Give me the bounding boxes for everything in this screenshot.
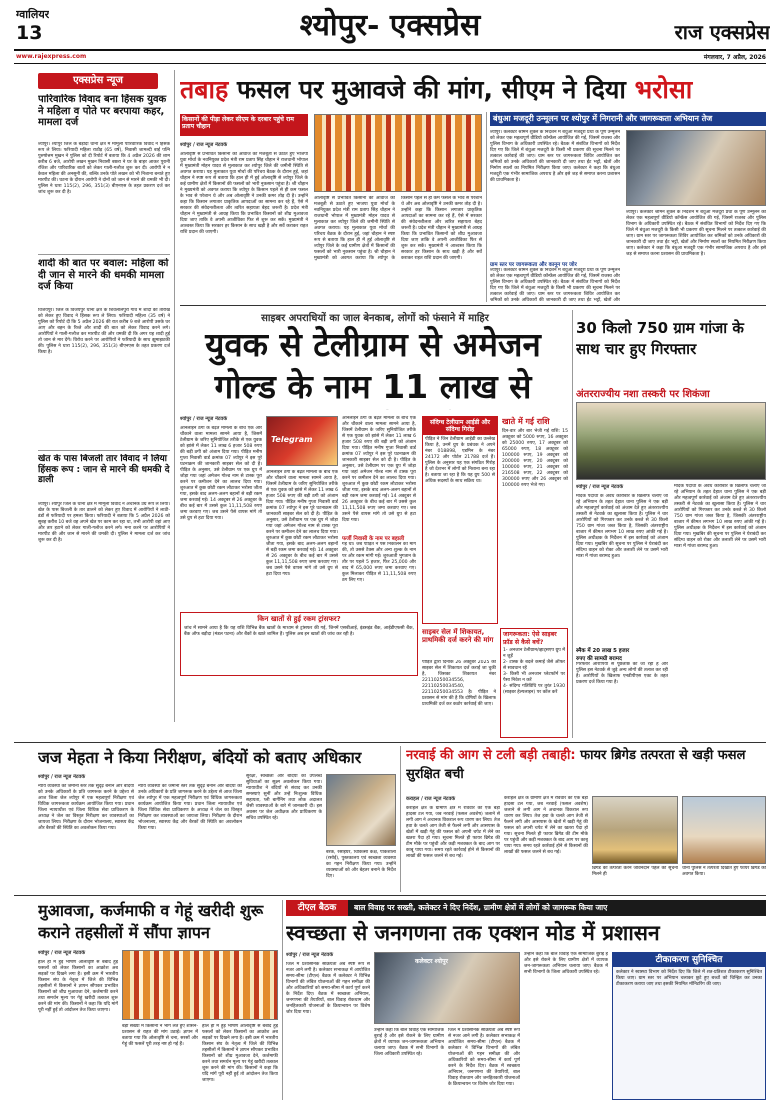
top-headline-mid: फसल पर मुआवजे की मांग, सीएम ने दिया bbox=[237, 75, 626, 104]
header-rule-2 bbox=[14, 63, 766, 64]
header-rule bbox=[14, 49, 766, 51]
page-number: 13 bbox=[16, 22, 43, 44]
ganja-body2: गिरफ्तार आरोपियों से पूछताछ की जा रही है और पुलिस इस नेटवर्क से जुड़े अन्य लोगों की तलाश कर रही है। आरोपियों के खिलाफ एनडीपीएस एक्ट के तहत प्रकरण दर्ज किया गया है। bbox=[576, 662, 668, 685]
left-col-rule bbox=[174, 70, 175, 722]
tl-strap-text: बाल विवाह पर सख्ती, कलेक्टर ने दिए निर्देश, ग्रामीण क्षेत्रों में लोगों को जागरूक किया जाए bbox=[354, 903, 608, 912]
website-link[interactable]: www.rajexpress.com bbox=[16, 53, 87, 60]
header-city: ग्वालियर bbox=[16, 8, 50, 21]
cyber-cell-body: पीड़ित द्वारा दिनांक 26 अक्टूबर 2025 को साइबर सेल में शिकायत दर्ज कराई जा चुकी है, जिसका शिकायत नंबर 22110250034556, 22110250034540, 22110250034553 है। पीड़ित ने प्रशासन से मांग की है कि दोषियों के खिलाफ प्राथमिकी दर्ज कर कठोर कार्रवाई की जाए। bbox=[422, 660, 496, 707]
monitoring-photo bbox=[626, 130, 766, 206]
header-date: मंगलवार, 7 अप्रैल, 2026 bbox=[703, 54, 766, 61]
vaccination-body: कलेक्टर ने स्वास्थ्य विभाग को निर्देश दिए कि जिले में शत-प्रतिशत टीकाकरण सुनिश्चित किया जाए। ग्राम स्तर पर अभियान चलाकर छूटे हुए बच्चों को चिन्हित कर उनका टीकाकरण कराया जाए तथा इसकी नियमित मॉनिटरिंग की जाए। bbox=[616, 970, 762, 987]
edition-title: श्योपुर- एक्सप्रेस bbox=[299, 8, 481, 43]
fire-photo-left bbox=[592, 796, 678, 864]
ganja-body-col2 bbox=[674, 484, 766, 738]
ganja-body-col2-text: मादक पदार्थों के अवैध कारोबार के खिलाफ चलाए जा रहे अभियान के तहत देहात थाना पुलिस ने एक बड़ी और महत्वपूर्ण कार्रवाई को अंजाम देते हुए अंतरराज्यीय तस्करी से नेटवर्क का खुलासा किया है। पुलिस ने चार आरोपियों को गिरफ्तार कर उनके कब्जे से 30 किलो 750 ग्राम गांजा जब्त किया है, जिसकी अंतरराष्ट्रीय बाजार में कीमत लगभग 10 लाख रुपए आंकी गई है। पुलिस अधीक्षक के निर्देशन में इस कार्रवाई को अंजाम दिया गया। मुखबिर की सूचना पर पुलिस ने घेराबंदी कर संदिग्ध वाहन को रोका और तलाशी लेने पर उसमें भारी मात्रा में गांजा बरामद हुआ। bbox=[674, 484, 766, 549]
main-story-body-col2 bbox=[266, 470, 338, 606]
memorandum-photo bbox=[122, 950, 278, 1020]
telegram-box bbox=[422, 416, 498, 624]
memorandum-body-c bbox=[202, 1024, 278, 1100]
telegram-box-title: संदिग्ध टेलीग्राम आईडी और संदिग्ध गिरोह bbox=[423, 417, 497, 435]
top-mid-rule bbox=[486, 112, 487, 302]
main-story-headline: युवक से टेलीग्राम से अमेजन गोल्ड के नाम 11 लाख से bbox=[205, 325, 541, 406]
main-story-subhead: फर्जी निवासी के नाम पर बहाली bbox=[342, 534, 416, 542]
left-story2-headline: शादी की बात पर बवाल: महिला को दी जान से मारने की धमकी मामला दर्ज किया bbox=[38, 258, 169, 292]
left-story3-body: श्योपुर। श्योपुर जिले के थाना क्षेत्र में मामूली विवाद ने अचानक उग्र रूप ले लिया। खेत के पास बिजली के तार डालने को लेकर हुए विवाद में आरोपियों ने लाठी-डंडों से फरियादी पर हमला किया। फरियादी ने बताया कि 5 अप्रैल 2026 को सुबह करीब 10 बजे वह अपने खेत पर काम कर रहा था, तभी आरोपी वहां आए और तार हटाने को लेकर गाली-गलौज करने लगे। मना करने पर आरोपियों ने मारपीट की और जान से मारने की धमकी दी। पुलिस ने मामला दर्ज कर जांच शुरू कर दी है। bbox=[38, 502, 170, 543]
judge-body-c: बैरक, रसोईघर, चिकित्सा कक्ष, पाकशाला (रसोई), पुस्तकालय एवं स्वच्छता व्यवस्था का गहन निरीक्षण किया गया। उन्होंने व्यवस्थाओं को और बेहतर बनाने के निर्देश दिए। bbox=[326, 850, 396, 879]
top-story-kicker: किसानों की पीड़ा लेकर सीएम के दरबार पहुंचे राम प्रताप चौहान bbox=[180, 114, 308, 136]
main-story-body-col2-text: ऑनलाइन ठगी के बढ़ते मामलों के बीच एक और चौंकाने वाला मामला सामने आया है, जिसमें टेलीग्राम के जरिए सुनियोजित तरीके से एक युवक को झांसे में लेकर 11 लाख 6 हजार 508 रुपए की बड़ी ठगी को अंजाम दिया गया। पीड़ित मनीष गुप्ता निवासी वार्ड क्रमांक 07 श्योपुर ने इस पूरे घटनाक्रम की जानकारी साइबर सेल को दी है। पीड़ित के अनुसार, उसे टेलीग्राम पर एक ग्रुप में जोड़ा गया जहां अमेजन गोल्ड नाम से टास्क पूरा करने पर कमीशन देने का लालच दिया गया। शुरुआत में कुछ छोटी रकम लौटाकर भरोसा जीता गया, इसके बाद अलग-अलग बहानों से बड़ी रकम जमा करवाई गई। 14 अक्टूबर से 26 अक्टूबर के बीच कई बार में उससे कुल 11,11,508 रुपए जमा करवाए गए। जब उसने पैसे वापस मांगे तो उसे ग्रुप से हटा दिया गया। bbox=[266, 470, 338, 577]
memorandum-headline: मुआवजा, कर्जमाफी व गेहूं खरीदी शुरू कराने तहसीलों में सौंपा ज्ञापन bbox=[38, 901, 264, 942]
judge-photo bbox=[326, 774, 396, 846]
left-divider-1 bbox=[38, 254, 170, 255]
fire-body-col2-text: कराहल क्षेत्र के ग्रामीण क्षेत्र में रविवार को एक बड़ा हादसा टल गया, जब नरवाई (फसल अवशेष) जलाने से लगी आग ने अचानक विकराल रूप धारण कर लिया। तेज हवा के चलते आग तेजी से फैलने लगी और आसपास के खेतों में खड़ी गेहूं की फसल को अपनी चपेट में लेने का खतरा पैदा हो गया। सूचना मिलते ही फायर ब्रिगेड की टीम मौके पर पहुंची और कड़ी मशक्कत के बाद आग पर काबू पाया गया। समय रहते कार्रवाई होने से किसानों की लाखों की फसल जलने से बच गई। bbox=[504, 796, 588, 855]
top-story-photo bbox=[314, 114, 482, 192]
top-headline-red2: भरोसा bbox=[634, 75, 693, 104]
telegram-box-body: पीड़ित ने जिन टेलीग्राम आईडी का उल्लेख किया है, उनमें ग्रुप के प्रबंधक ने अपने नंबर 018898, एडमिन के नंबर 24172 और पोर्टल 21788 दर्ज हैं। पुलिस के अनुसार यह एक संगठित गिरोह है जो देशभर में लोगों को निशाना बना रहा है। बताया जा रहा है कि यह ग्रुप 500 से अधिक सदस्यों के साथ सक्रिय था। bbox=[425, 437, 495, 484]
monitoring-body-2: श्योपुर। कलेक्टर श्रीमन शुक्ल के निर्देशन में बंधुआ मजदूरी प्रथा के पूर्ण उन्मूलन को लेकर एक महत्वपूर्ण वीडियो कॉन्फ्रेंस आयोजित की गई, जिसमें राजस्व और पुलिस विभाग के अधिकारी उपस्थित रहे। बैठक में संबंधित विभागों को निर्देश दिए गए कि जिले में बंधुआ मजदूरी के किसी भी प्रकरण की सूचना मिलने पर तत्काल कार्रवाई की जाए। ग्राम स्तर पर जागरूकता शिविर आयोजित कर श्रमिकों को उनके अधिकारों की जानकारी दी जाए तथा ईंट भट्टों, खेतों और निर्माण स्थलों का नियमित निरीक्षण किया जाए। कलेक्टर ने कहा कि बंधुआ मजदूरी एक गंभीर सामाजिक अपराध है और इसे जड़ से समाप्त करना प्रशासन की प्राथमिकता है। bbox=[626, 210, 766, 257]
accounts-box-title: खाते में गई राशि bbox=[502, 417, 550, 426]
tl-body-c-text: जिले में प्रशासनिक सक्रियता अब स्पष्ट रूप से नजर आने लगी है। कलेक्टर सभाकक्ष में आयोजित समय-सीमा (टीएल) बैठक में कलेक्टर ने विभिन्न विभागों की लंबित योजनाओं की गहन समीक्षा की और अधिकारियों को समय-सीमा में कार्य पूर्ण करने के निर्देश दिए। बैठक में स्वच्छता अभियान, जनगणना की तैयारियों, बाल विवाह रोकथाम और जनहितकारी योजनाओं के क्रियान्वयन पर विशेष जोर दिया गया। bbox=[448, 1028, 520, 1087]
tl-body-c bbox=[448, 1028, 520, 1100]
memorandum-byline: श्योपुर / राज न्यूज नेटवर्क bbox=[38, 950, 86, 956]
tl-photo bbox=[374, 952, 520, 1024]
fire-headline-rest: फायर ब्रिगेड तत्परता से खड़ी फसल सुरक्षित बची bbox=[406, 748, 746, 782]
monitoring-body: श्योपुर। कलेक्टर श्रीमन शुक्ल के निर्देशन में बंधुआ मजदूरी प्रथा के पूर्ण उन्मूलन को लेकर एक महत्वपूर्ण वीडियो कॉन्फ्रेंस आयोजित की गई, जिसमें राजस्व और पुलिस विभाग के अधिकारी उपस्थित रहे। बैठक में संबंधित विभागों को निर्देश दिए गए कि जिले में बंधुआ मजदूरी के किसी भी प्रकरण की सूचना मिलने पर तत्काल कार्रवाई की जाए। ग्राम स्तर पर जागरूकता शिविर आयोजित कर श्रमिकों को उनके अधिकारों की जानकारी दी जाए तथा ईंट भट्टों, खेतों और निर्माण स्थलों का नियमित निरीक्षण किया जाए। कलेक्टर ने कहा कि बंधुआ मजदूरी एक गंभीर सामाजिक अपराध है और इसे जड़ से समाप्त करना प्रशासन की प्राथमिकता है। bbox=[490, 130, 620, 183]
main-story-photo-label: Telegram bbox=[271, 435, 313, 444]
awareness-title: जागरूकता: ऐसे साइबर फ्रॉड से कैसे बचें? bbox=[503, 631, 557, 646]
left-story1-body: श्योपुर। श्योपुर जिले के बड़ौदा थाना क्षेत्र में मामूली पारिवारिक विवाद ने हिंसक रूप ले लिया। फरियादी महिला राठौड़ (65 वर्ष), निवासी जामल्दी बाई पत्नि पुरुषोत्तम मुखन ने पुलिस को दी रिपोर्ट में बताया कि 4 अप्रैल 2026 की शाम करीब 6 बजे, आरोपी लखन मुखन निवासी बछरा ने घर के बाहर आकर पुरानी रंजिश और पारिवारिक बातों को लेकर गाली-गलौज शुरू कर दी। आरोपी ने न केवल महिला की अनसुनी की, बल्कि उनके पोते लखन को भी निशाना बनाते हुए मारपीट की। घटना के दौरान आरोपी ने दोनों को जान से मारने की धमकी भी दी। पुलिस ने धारा 115(2), 296, 351(3) बीएनएस के तहत प्रकरण दर्ज कर जांच शुरू कर दी है। bbox=[38, 142, 170, 195]
judge-body-col2 bbox=[138, 784, 242, 890]
memorandum-body-c-text: हाल ही में हुई भीषण ओलावृष्टि से बर्बाद हुई फसलों को लेकर किसानों का आक्रोश अब सड़कों पर दिखने लगा है। इसी क्रम में भारतीय किसान संघ के नेतृत्व में जिले की विभिन्न तहसीलों में किसानों ने ज्ञापन सौंपकर प्रभावित किसानों को शीघ्र मुआवजा देने, कर्जमाफी करने तथा समर्थन मूल्य पर गेहूं खरीदी तत्काल शुरू करने की मांग की। किसानों ने कहा कि यदि मांगें पूरी नहीं हुईं तो आंदोलन तेज किया जाएगा। bbox=[202, 1024, 278, 1083]
fire-headline-red: नरवाई की आग से टली बड़ी तबाही: bbox=[406, 748, 576, 763]
main-story-kicker: साइबर अपराधियों का जाल बेनकाब, लोगों को फंसाने में माहिर bbox=[261, 313, 489, 324]
mid-right-rule bbox=[572, 310, 573, 738]
top-story-headline bbox=[180, 70, 766, 110]
judge-byline: श्योपुर / राज न्यूज नेटवर्क bbox=[38, 774, 86, 780]
left-divider-2 bbox=[38, 450, 170, 451]
tl-body: जिले में प्रशासनिक सक्रियता अब स्पष्ट रूप से नजर आने लगी है। कलेक्टर सभाकक्ष में आयोजित समय-सीमा (टीएल) बैठक में कलेक्टर ने विभिन्न विभागों की लंबित योजनाओं की गहन समीक्षा की और अधिकारियों को समय-सीमा में कार्य पूर्ण करने के निर्देश दिए। बैठक में स्वच्छता अभियान, जनगणना की तैयारियों, बाल विवाह रोकथाम और जनहितकारी योजनाओं के क्रियान्वयन पर विशेष जोर दिया गया। bbox=[286, 962, 370, 1015]
vaccination-title: टीकाकरण सुनिश्चित bbox=[613, 953, 765, 967]
main-story-body-col3-text: ऑनलाइन ठगी के बढ़ते मामलों के बीच एक और चौंकाने वाला मामला सामने आया है, जिसमें टेलीग्राम के जरिए सुनियोजित तरीके से एक युवक को झांसे में लेकर 11 लाख 6 हजार 508 रुपए की बड़ी ठगी को अंजाम दिया गया। पीड़ित मनीष गुप्ता निवासी वार्ड क्रमांक 07 श्योपुर ने इस पूरे घटनाक्रम की जानकारी साइबर सेल को दी है। पीड़ित के अनुसार, उसे टेलीग्राम पर एक ग्रुप में जोड़ा गया जहां अमेजन गोल्ड नाम से टास्क पूरा करने पर कमीशन देने का लालच दिया गया। शुरुआत में कुछ छोटी रकम लौटाकर भरोसा जीता गया, इसके बाद अलग-अलग बहानों से बड़ी रकम जमा करवाई गई। 14 अक्टूबर से 26 अक्टूबर के बीच कई बार में उससे कुल 11,11,508 रुपए जमा करवाए गए। जब उसने पैसे वापस मांगे तो उसे ग्रुप से हटा दिया गया। bbox=[342, 416, 416, 523]
fire-body-col2 bbox=[504, 796, 588, 892]
fire-photo-right bbox=[682, 796, 766, 864]
memorandum-body-b: बड़ी संख्या में किसानों ने भाग लेते हुए शासन-प्रशासन से राहत की मांग उठाई। ज्ञापन में बताया गया कि ओलावृष्टि से चना, सरसों और गेहूं की फसलें पूरी तरह नष्ट हो गई हैं। bbox=[122, 1024, 198, 1047]
judge-body-col2-text: न्याय व्यवस्था को जमीनी स्तर तक सुदृढ़ बनाने और बंदियों को उनके अधिकारों के प्रति जागरूक करने के उद्देश्य से आज जिला जेल श्योपुर में एक महत्वपूर्ण निरीक्षण एवं विधिक जागरूकता कार्यक्रम आयोजित किया गया। प्रधान जिला न्यायाधीश एवं जिला विधिक सेवा प्राधिकरण के अध्यक्ष ने जेल का विस्तृत निरीक्षण कर व्यवस्थाओं का जायजा लिया। निरीक्षण के दौरान भोजनालय, स्वास्थ्य केंद्र और बैरकों की स्थिति का अवलोकन किया गया। bbox=[138, 784, 242, 831]
accounts-box bbox=[502, 416, 568, 624]
top-headline-red1: तबाह bbox=[180, 75, 229, 104]
middle-rule bbox=[14, 742, 766, 743]
awareness-item-4: 4- संदिग्ध गतिविधि पर तुरंत 1930 (साइबर हेल्पलाइन) पर कॉल करें bbox=[503, 684, 565, 695]
ganja-body: मादक पदार्थों के अवैध कारोबार के खिलाफ चलाए जा रहे अभियान के तहत देहात थाना पुलिस ने एक बड़ी और महत्वपूर्ण कार्रवाई को अंजाम देते हुए अंतरराज्यीय तस्करी से नेटवर्क का खुलासा किया है। पुलिस ने चार आरोपियों को गिरफ्तार कर उनके कब्जे से 30 किलो 750 ग्राम गांजा जब्त किया है, जिसकी अंतरराष्ट्रीय बाजार में कीमत लगभग 10 लाख रुपए आंकी गई है। पुलिस अधीक्षक के निर्देशन में इस कार्रवाई को अंजाम दिया गया। मुखबिर की सूचना पर पुलिस ने घेराबंदी कर संदिग्ध वाहन को रोका और तलाशी लेने पर उसमें भारी मात्रा में गांजा बरामद हुआ। bbox=[576, 494, 668, 559]
main-story-photo bbox=[266, 416, 338, 466]
awareness-box bbox=[500, 628, 568, 738]
tl-headline: स्वच्छता से जनगणना तक एक्शन मोड में प्रशासन bbox=[286, 921, 660, 945]
judge-body: न्याय व्यवस्था को जमीनी स्तर तक सुदृढ़ बनाने और बंदियों को उनके अधिकारों के प्रति जागरूक करने के उद्देश्य से आज जिला जेल श्योपुर में एक महत्वपूर्ण निरीक्षण एवं विधिक जागरूकता कार्यक्रम आयोजित किया गया। प्रधान जिला न्यायाधीश एवं जिला विधिक सेवा प्राधिकरण के अध्यक्ष ने जेल का विस्तृत निरीक्षण कर व्यवस्थाओं का जायजा लिया। निरीक्षण के दौरान भोजनालय, स्वास्थ्य केंद्र और बैरकों की स्थिति का अवलोकन किया गया। bbox=[38, 784, 134, 831]
section-label: एक्सप्रेस न्यूज bbox=[38, 73, 158, 89]
main-story-byline: श्योपुर / राज न्यूज नेटवर्क bbox=[180, 416, 228, 422]
awareness-item-3: 3- किसी भी अनजान प्लेटफॉर्म पर पैसा निवेश न करें bbox=[503, 672, 565, 683]
lower-rule bbox=[14, 895, 766, 896]
memorandum-body: हाल ही में हुई भीषण ओलावृष्टि से बर्बाद हुई फसलों को लेकर किसानों का आक्रोश अब सड़कों पर दिखने लगा है। इसी क्रम में भारतीय किसान संघ के नेतृत्व में जिले की विभिन्न तहसीलों में किसानों ने ज्ञापन सौंपकर प्रभावित किसानों को शीघ्र मुआवजा देने, कर्जमाफी करने तथा समर्थन मूल्य पर गेहूं खरीदी तत्काल शुरू करने की मांग की। किसानों ने कहा कि यदि मांगें पूरी नहीं हुईं तो आंदोलन तेज किया जाएगा। bbox=[38, 960, 118, 1013]
judge-fire-rule bbox=[400, 746, 401, 892]
cyber-cell-headline: साइबर सेल में शिकायत, प्राथमिकी दर्ज करने की मांग bbox=[422, 628, 494, 644]
top-story-body-2-text: ओलावृष्टि से प्रभावित किसानों की आवाज को मजबूती से उठाते हुए भाजपा युवा मोर्चा के नवनियुक्त प्रदेश मंत्री राम प्रताप सिंह चौहान ने राजधानी भोपाल में मुख्यमंत्री मोहन यादव से मुलाकात कर श्योपुर जिले की जमीनी स्थिति से अवगत कराया। यह मुलाकात युवा मोर्चा की परिचय बैठक के दौरान हुई, जहां चौहान ने स्पष्ट रूप से बताया कि हाल ही में हुई ओलावृष्टि से श्योपुर जिले के कई ग्रामीण क्षेत्रों में किसानों की फसलों को भारी नुकसान पहुंचा है। श्री चौहान ने मुख्यमंत्री को अवगत कराया कि श्योपुर के किसान पहले से ही कम फसल के भाव से परेशान थे और अब ओलावृष्टि ने उनकी कमर तोड़ दी है। उन्होंने कहा कि किसान लगातार प्राकृतिक आपदाओं का सामना कर रहे हैं, ऐसे में सरकार की संवेदनशीलता और त्वरित सहायता बेहद जरूरी है। प्रदेश मंत्री चौहान ने मुख्यमंत्री से आग्रह किया कि प्रभावित किसानों को शीघ्र मुआवजा दिया जाए ताकि वे अपनी आजीविका फिर से शुरू कर सकें। मुख्यमंत्री ने आश्वस्त किया कि सरकार हर किसान के साथ खड़ी है और सर्वे कराकर राहत राशि प्रदान की जाएगी। bbox=[314, 196, 482, 261]
top-story-body-1: ओलावृष्टि से प्रभावित किसानों की आवाज को मजबूती से उठाते हुए भाजपा युवा मोर्चा के नवनियुक्त प्रदेश मंत्री राम प्रताप सिंह चौहान ने राजधानी भोपाल में मुख्यमंत्री मोहन यादव से मुलाकात कर श्योपुर जिले की जमीनी स्थिति से अवगत कराया। यह मुलाकात युवा मोर्चा की परिचय बैठक के दौरान हुई, जहां चौहान ने स्पष्ट रूप से बताया कि हाल ही में हुई ओलावृष्टि से श्योपुर जिले के कई ग्रामीण क्षेत्रों में किसानों की फसलों को भारी नुकसान पहुंचा है। श्री चौहान ने मुख्यमंत्री को अवगत कराया कि श्योपुर के किसान पहले से ही कम फसल के भाव से परेशान थे और अब ओलावृष्टि ने उनकी कमर तोड़ दी है। उन्होंने कहा कि किसान लगातार प्राकृतिक आपदाओं का सामना कर रहे हैं, ऐसे में सरकार की संवेदनशीलता और त्वरित सहायता बेहद जरूरी है। प्रदेश मंत्री चौहान ने मुख्यमंत्री से आग्रह किया कि प्रभावित किसानों को शीघ्र मुआवजा दिया जाए ताकि वे अपनी आजीविका फिर से शुरू कर सकें। मुख्यमंत्री ने आश्वस्त किया कि सरकार हर किसान के साथ खड़ी है और सर्वे कराकर राहत राशि प्रदान की जाएगी। bbox=[180, 152, 308, 235]
memorandum-rule bbox=[282, 900, 283, 1100]
ganja-subhead: स्मैक में 20 लाख 5 हजार bbox=[576, 648, 630, 654]
ganja-kicker: अंतरराज्यीय नशा तस्करी पर शिकंजा bbox=[576, 389, 710, 400]
ganja-headline: 30 किलो 750 ग्राम गांजा के साथ चार हुए गिरफ्तार bbox=[576, 319, 744, 358]
transfer-box-title: किन खातों से हुई रकम ट्रांसफर? bbox=[257, 615, 341, 623]
judge-body-b: सुरक्षा, स्वच्छता और बंदियों को उपलब्ध सुविधाओं का सूक्ष्म अवलोकन किया गया। न्यायाधीश ने बंदियों से संवाद कर उनकी समस्याएं सुनीं और उन्हें निःशुल्क विधिक सहायता, प्ली बार्गेनिंग तथा लोक अदालत जैसी व्यवस्थाओं के बारे में जानकारी दी। इस अवसर पर जेल अधीक्षक और प्राधिकरण के सचिव उपस्थित रहे। bbox=[246, 774, 322, 821]
main-story-body2: गई थीं। जब पीड़ित ने पैसे निकालने की मांग की, तो उससे टैक्स और अन्य शुल्क के नाम पर और रकम मांगी गई। शुरुआती भुगतान के तौर पर पहले 5 हजार, फिर 25,000 और बाद में 65,000 रुपए जमा करवाए गए। कुल मिलाकर पीड़ित से 11,11,508 रुपए ठग लिए गए। bbox=[342, 542, 416, 606]
ganja-subhead2: रुपए की सामग्री बरामद bbox=[576, 656, 622, 662]
awareness-item-2: 2- टास्क के बदले कमाई जैसे ऑफर से सावधान रहें bbox=[503, 660, 565, 671]
awareness-item-1: 1- अनजान टेलीग्राम/व्हाट्सएप ग्रुप में न जुड़ें bbox=[503, 648, 565, 659]
tl-byline: श्योपुर / राज न्यूज नेटवर्क bbox=[286, 952, 334, 958]
tl-body-b: उन्होंने कहा कि बाल विवाह एक सामाजिक बुराई है और इसे रोकने के लिए ग्रामीण क्षेत्रों में व्यापक जन-जागरूकता अभियान चलाया जाए। बैठक में सभी विभागों के जिला अधिकारी उपस्थित रहे। bbox=[374, 1028, 444, 1057]
transfer-box-body: जांच में सामने आया है कि यह राशि विभिन्न बैंक खातों के माध्यम से ट्रांसफर की गई, जिनमें एसबीआई, इंडसइंड बैंक, आईडीएफसी बैंक, बैंक ऑफ बड़ौदा (मंडल पटना) और बैंकों के खाते शामिल हैं। पुलिस अब इन खातों की जांच कर रही है। bbox=[184, 626, 414, 637]
top-story-body-2 bbox=[314, 196, 482, 302]
transfer-box bbox=[180, 612, 418, 676]
tl-body-d-text: उन्होंने कहा कि बाल विवाह एक सामाजिक बुराई है और इसे रोकने के लिए ग्रामीण क्षेत्रों में व्यापक जन-जागरूकता अभियान चलाया जाए। बैठक में सभी विभागों के जिला अधिकारी उपस्थित रहे। bbox=[524, 952, 608, 975]
left-story3-headline: खेत के पास बिजली तार विवाद ने लिया हिंसक रूप : जान से मारने की धमकी दे डाली bbox=[38, 454, 170, 485]
judge-headline: जज मेहता ने किया निरीक्षण, बंदियों को बताए अधिकार bbox=[38, 748, 362, 767]
left-story1-headline: पारिवारिक विवाद बना हिंसक युवक ने महिला व पोते पर बरपाया कहर, मामला दर्ज bbox=[38, 94, 167, 128]
monitoring-headline: बंधुआ मजदूरी उन्मूलन पर श्योपुर में निगरानी और जागरूकता अभियान तेज bbox=[490, 112, 766, 126]
tl-body-d bbox=[524, 952, 608, 1100]
main-story-body: ऑनलाइन ठगी के बढ़ते मामलों के बीच एक और चौंकाने वाला मामला सामने आया है, जिसमें टेलीग्राम के जरिए सुनियोजित तरीके से एक युवक को झांसे में लेकर 11 लाख 6 हजार 508 रुपए की बड़ी ठगी को अंजाम दिया गया। पीड़ित मनीष गुप्ता निवासी वार्ड क्रमांक 07 श्योपुर ने इस पूरे घटनाक्रम की जानकारी साइबर सेल को दी है। पीड़ित के अनुसार, उसे टेलीग्राम पर एक ग्रुप में जोड़ा गया जहां अमेजन गोल्ड नाम से टास्क पूरा करने पर कमीशन देने का लालच दिया गया। शुरुआत में कुछ छोटी रकम लौटाकर भरोसा जीता गया, इसके बाद अलग-अलग बहानों से बड़ी रकम जमा करवाई गई। 14 अक्टूबर से 26 अक्टूबर के बीच कई बार में उससे कुल 11,11,508 रुपए जमा करवाए गए। जब उसने पैसे वापस मांगे तो उसे ग्रुप से हटा दिया गया। bbox=[180, 426, 262, 521]
vaccination-box bbox=[612, 952, 766, 1100]
fire-byline: कराहल / राज न्यूज नेटवर्क bbox=[406, 796, 456, 802]
tl-tag: टीएल बैठक bbox=[286, 900, 348, 916]
ganja-photo bbox=[576, 402, 766, 480]
tl-strap bbox=[286, 900, 766, 916]
accounts-box-body: दिन-वार और बार भेजी गई राशि: 15 अक्टूबर को 5000 रुपए, 16 अक्टूबर को 25000 रुपए, 17 अक्टूबर को 65000 रुपए, 18 अक्टूबर को 100000 रुपए, 19 अक्टूबर को 200000 रुपए, 20 अक्टूबर को 100000 रुपए, 21 अक्टूबर को 216508 रुपए, 22 अक्टूबर को 300000 रुपए और 26 अक्टूबर को 100000 रुपए भेजे गए। bbox=[502, 429, 568, 488]
top-story-byline: श्योपुर / राज न्यूज नेटवर्क bbox=[180, 142, 228, 148]
monitoring-subhead: ग्राम स्तर पर जागरूकता और कानून पर जोर bbox=[490, 262, 577, 268]
monitoring-body-3: श्योपुर। कलेक्टर श्रीमन शुक्ल के निर्देशन में बंधुआ मजदूरी प्रथा के पूर्ण उन्मूलन को लेकर एक महत्वपूर्ण वीडियो कॉन्फ्रेंस आयोजित की गई, जिसमें राजस्व और पुलिस विभाग के अधिकारी उपस्थित रहे। बैठक में संबंधित विभागों को निर्देश दिए गए कि जिले में बंधुआ मजदूरी के किसी भी प्रकरण की सूचना मिलने पर तत्काल कार्रवाई की जाए। ग्राम स्तर पर जागरूकता शिविर आयोजित कर श्रमिकों को उनके अधिकारों की जानकारी दी जाए तथा ईंट भट्टों, खेतों और bbox=[490, 268, 620, 302]
fire-caption-right: थाना पुलिस ने तत्परता दिखाते हुए फायर ब्रिगेड को अवगत किया। bbox=[682, 866, 766, 877]
left-story2-body: विजयपुर। जिले के विजयपुर थाना क्षेत्र के शिवलालपुरा गांव में शादी की तारीख को लेकर हुए विवाद ने हिंसक रूप ले लिया। फरियादी महिला (35 वर्ष) ने पुलिस को रिपोर्ट दी कि 5 अप्रैल 2026 की रात करीब 9 बजे आरोपी उसके घर आए और बहन के रिश्ते और शादी की बात को लेकर विवाद करने लगे। आरोपियों ने गाली-गलौज कर मारपीट की और धमकी दी कि अगर यह शादी हुई तो जान से मार देंगे। विरोध करने पर आरोपियों ने फरियादी के साथ झूमाझटकी की। पुलिस ने धारा 115(2), 296, 351(3) बीएनएस के तहत प्रकरण दर्ज किया है। bbox=[38, 308, 170, 355]
top-story-rule bbox=[180, 305, 766, 306]
fire-headline bbox=[406, 746, 766, 792]
ganja-byline: श्योपुर / राज न्यूज नेटवर्क bbox=[576, 484, 624, 490]
tl-photo-label: कलेक्टर श्योपुर bbox=[415, 958, 448, 965]
brand-name: राज एक्सप्रेस bbox=[674, 20, 770, 44]
fire-body: कराहल क्षेत्र के ग्रामीण क्षेत्र में रविवार को एक बड़ा हादसा टल गया, जब नरवाई (फसल अवशेष) जलाने से लगी आग ने अचानक विकराल रूप धारण कर लिया। तेज हवा के चलते आग तेजी से फैलने लगी और आसपास के खेतों में खड़ी गेहूं की फसल को अपनी चपेट में लेने का खतरा पैदा हो गया। सूचना मिलते ही फायर ब्रिगेड की टीम मौके पर पहुंची और कड़ी मशक्कत के बाद आग पर काबू पाया गया। समय रहते कार्रवाई होने से किसानों की लाखों की फसल जलने से बच गई। bbox=[406, 806, 500, 859]
fire-caption-left: ब्रिगेड की तत्परता करने जीवनदान पहल की सूचना मिलने ही bbox=[592, 866, 678, 877]
